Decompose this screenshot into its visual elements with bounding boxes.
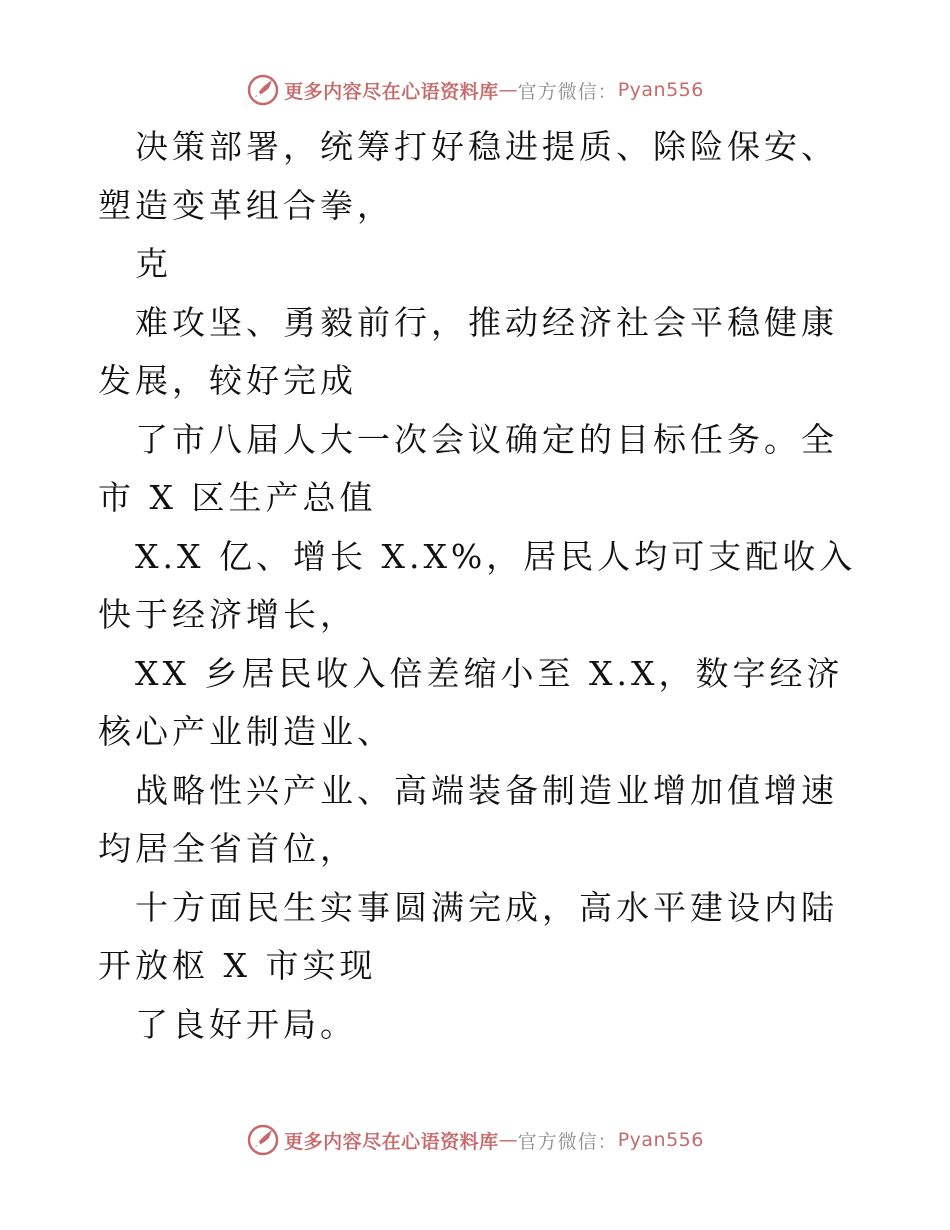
watermark-dash: — [498, 1129, 518, 1151]
document-body [98, 118, 858, 1054]
paragraph: 决策部署，统筹打好稳进提质、除险保安、塑造变革组合拳， [98, 127, 838, 225]
paragraph: 战略性兴产业、高端装备制造业增加值增速均居全省首位， [98, 770, 838, 868]
pen-nib-icon [246, 73, 280, 107]
paragraph: 了良好开局。 [135, 1004, 357, 1044]
watermark-dash: — [498, 79, 518, 101]
watermark-sub-text: 官方微信： [517, 1130, 618, 1153]
watermark-wechat-id: Pyan556 [617, 79, 704, 101]
paragraph: XX 乡居民收入倍差缩小至 X.X，数字经济核心产业制造业、 [98, 653, 844, 751]
pen-nib-icon [246, 1123, 280, 1157]
watermark-sub-text: 官方微信： [517, 80, 618, 103]
paragraph: X.X 亿、增长 X.X%，居民人均可支配收入快于经济增长， [98, 536, 857, 634]
paragraph: 难攻坚、勇毅前行，推动经济社会平稳健康发展，较好完成 [98, 302, 838, 400]
header-watermark [0, 70, 950, 110]
paragraph: 十方面民生实事圆满完成，高水平建设内陆开放枢 X 市实现 [98, 887, 838, 985]
paragraph: 了市八届人大一次会议确定的目标任务。全市 X 区生产总值 [98, 419, 838, 517]
watermark-wechat-id: Pyan556 [617, 1129, 704, 1151]
footer-watermark [0, 1120, 950, 1160]
paragraph: 克 [135, 244, 172, 283]
watermark-main-text: 更多内容尽在心语资料库 [284, 1130, 499, 1153]
watermark-main-text: 更多内容尽在心语资料库 [284, 80, 499, 103]
